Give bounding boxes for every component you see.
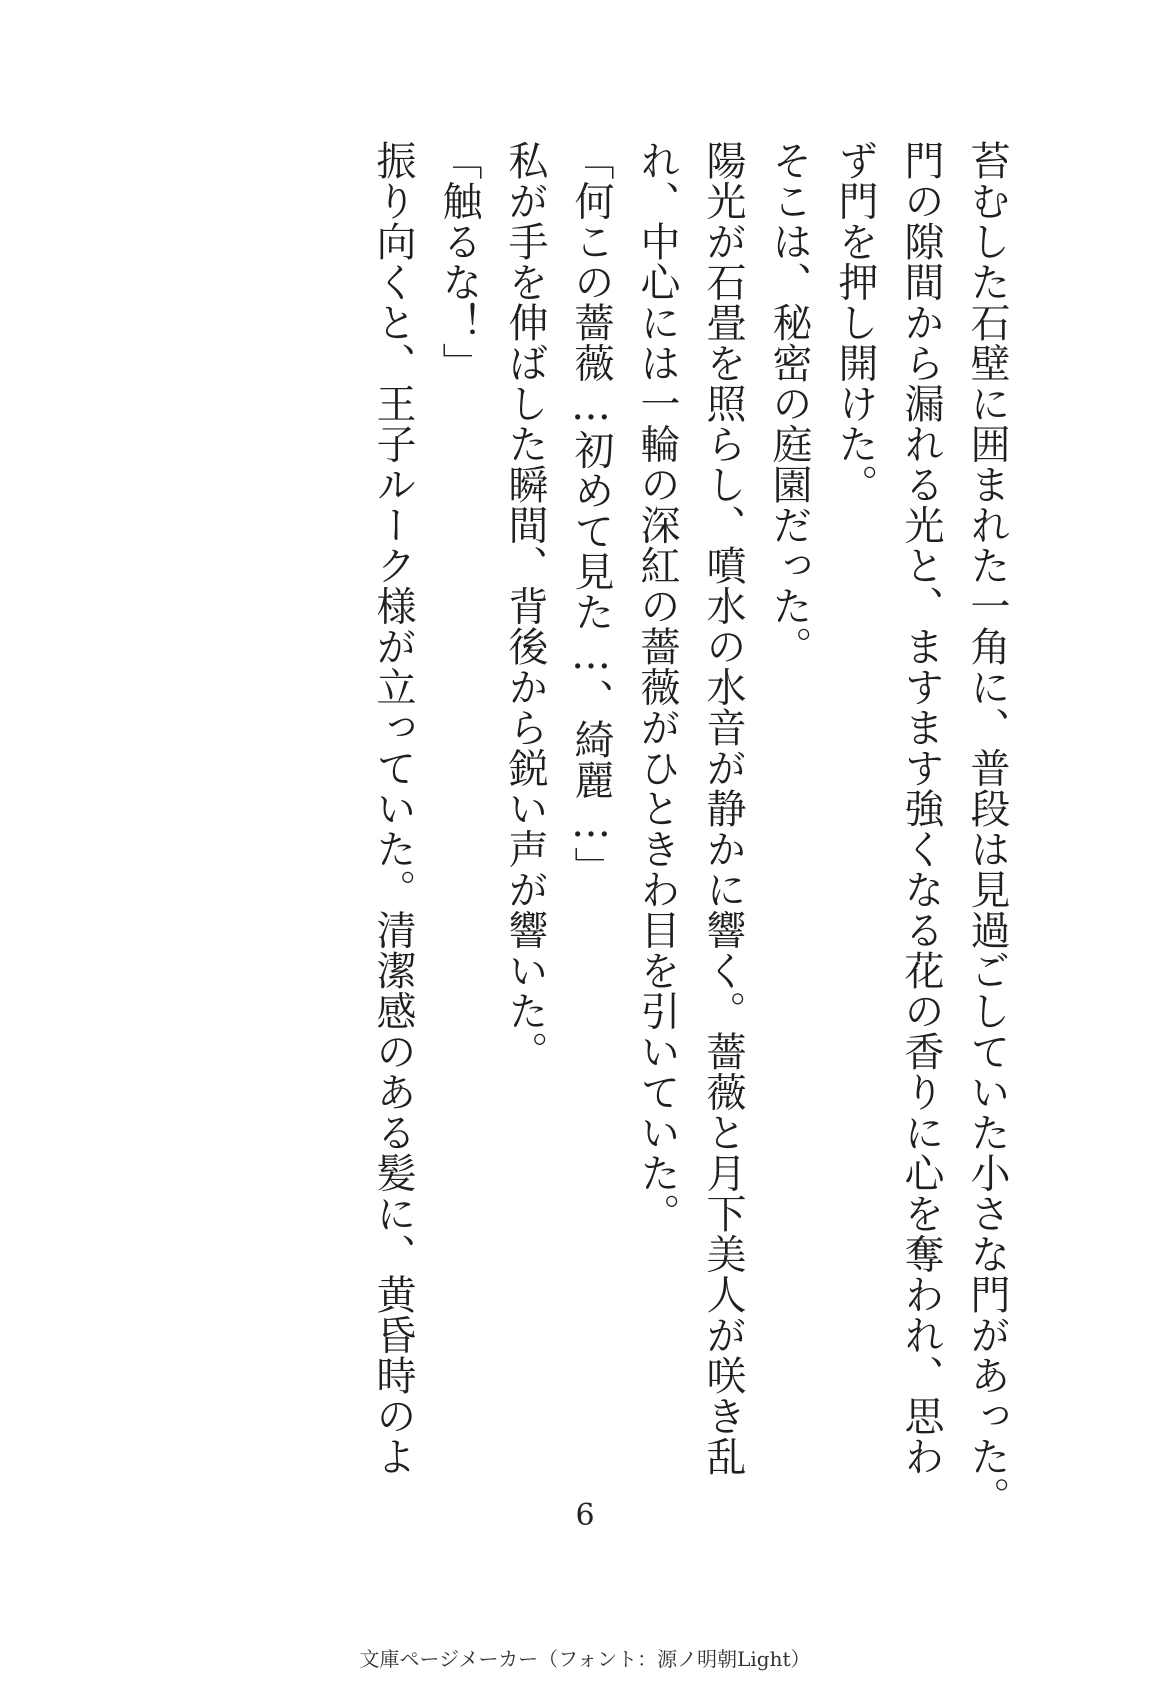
text-line-6: れ、中心には一輪の深紅の薔薇がひときわ目を引いていた。 — [634, 140, 680, 1234]
text-line-2: 門の隙間から漏れる光と、ますます強くなる花の香りに心を奪われ、思わ — [898, 140, 944, 1477]
text-line-4: そこは、秘密の庭園だった。 — [766, 140, 812, 667]
page-number: 6 — [575, 1498, 595, 1533]
text-line-9: 「触るな！」 — [436, 140, 482, 383]
text-line-10: 振り向くと、王子ルーク様が立っていた。清潔感のある髪に、黄昏時のよ — [370, 140, 416, 1477]
text-line-8: 私が手を伸ばした瞬間、背後から鋭い声が響いた。 — [502, 140, 548, 1072]
font-credit: 文庫ページメーカー（フォント：源ノ明朝Light） — [359, 1647, 811, 1671]
text-line-5: 陽光が石畳を照らし、噴水の水音が静かに響く。薔薇と月下美人が咲き乱 — [700, 140, 746, 1477]
text-line-3: ず門を押し開けた。 — [832, 140, 878, 505]
text-line-7: 「何この薔薇…初めて見た…、綺麗…」 — [568, 140, 614, 887]
vertical-body-text — [120, 140, 1020, 1517]
text-line-1: 苔むした石壁に囲まれた一角に、普段は見過ごしていた小さな門があった。 — [964, 140, 1010, 1517]
